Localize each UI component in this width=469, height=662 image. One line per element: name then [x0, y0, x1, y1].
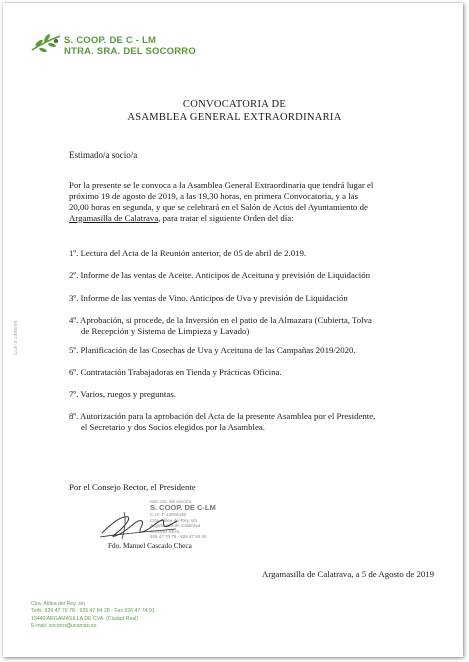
agenda-item-text: 4º. Aprobación, si procede, de la Inversión en el patio de la Almazara (Cubierta, Tolva [69, 315, 372, 325]
greeting: Estimado/a socio/a [69, 150, 138, 160]
signed-by-label: Por el Consejo Rector, el Presidente [69, 482, 196, 492]
agenda-item-continuation: el Secretario y dos Socios elegidos por la Asamblea. [81, 422, 265, 432]
intro-paragraph [69, 180, 414, 224]
agenda-item-text: 5º. Planificación de las Cosechas de Uva y Aceituna de las Campañas 2019/2020. [69, 345, 356, 355]
intro-line-4 [69, 213, 414, 224]
agenda-item [69, 293, 348, 304]
footer-contact [31, 601, 155, 630]
stamp-line: ntra. sra. del socorro [150, 499, 192, 504]
signer-name: Fdo. Manuel Cascado Checa [108, 541, 192, 550]
agenda-item [69, 367, 282, 378]
intro-line-1: Por la presente se le convoca a la Asamblea General Extraordinaria que tendrá lugar el [69, 180, 374, 190]
handwritten-signature [98, 507, 178, 541]
agenda-item [69, 248, 306, 259]
logo-line-1: S. COOP. DE C - LM [64, 35, 157, 46]
intro-line-3: 20,00 horas en segunda, y que se celebrará en el Salón de Actos del Ayuntamiento de [69, 202, 368, 212]
footer-city: 13440 ARGAMASILLA DE CVA. (Ciudad Real) [31, 615, 139, 622]
olive-branch-icon [30, 30, 62, 56]
agenda-item [69, 315, 372, 337]
agenda-item-text: 6º. Contratación Trabajadoras en Tienda y Prácticas Oficina. [69, 367, 282, 377]
footer-address: Ctra. Aldea del Rey, s/n [31, 601, 86, 607]
venue-underlined: Argamasilla de Calatrava [69, 213, 159, 223]
agenda-item-text: 7º. Varios, ruegos y preguntas. [69, 389, 176, 399]
intro-line-2: próximo 19 de agosto de 2019, a las 19,30 horas, en primera Convocatoria, y a las [69, 191, 359, 201]
stamp-line: 926 47 70 78 - 926 47 84 29 [150, 534, 207, 540]
logo-line-2: NTRA. SRA. DEL SOCORRO [64, 46, 196, 57]
stamp-line: Argamasilla de Calatrava [150, 523, 201, 529]
stamp-line: C.I.F. F-13006436 [150, 512, 187, 518]
cooperative-logo-text [64, 35, 196, 57]
footer-phones: Telfs. 926 47 70 78 - 926 47 84 28 - Fax 926 47 74 91 [31, 608, 155, 615]
side-margin-code: CLE-3-1306/06 [13, 320, 18, 355]
footer-email: E-mail: socorro@ucaman.es [31, 622, 97, 629]
agenda-item-text: 3º. Informe de las ventas de Vino. Anticipos de Uva y previsión de Liquidación [69, 293, 348, 303]
agenda-item [69, 389, 176, 400]
title-line-2: ASAMBLEA GENERAL EXTRAORDINARIA [127, 112, 342, 123]
agenda-item [69, 345, 356, 356]
agenda-item-continuation: de Recepción y Sistema de Limpieza y Lavado) [81, 326, 250, 336]
agenda-item-text: 1º. Lectura del Acta de la Reunión anterior, de 05 de abril de 2.019. [69, 248, 307, 258]
stamp-line: Ctra. Aldea del Rey, s/n [150, 517, 197, 523]
place-and-date: Argamasilla de Calatrava, a 5 de Agosto de 2019 [262, 569, 435, 579]
agenda-item [69, 411, 375, 433]
title-line-1: CONVOCATORIA DE [182, 99, 287, 110]
stamp-name: S. COOP. DE C-LM [150, 503, 216, 513]
agenda-item-text: 2º. Informe de las ventas de Aceite. Anticipos de Aceituna y previsión de Liquidación [69, 270, 371, 280]
document-title [0, 98, 469, 124]
intro-line-4-rest: , para tratar el siguiente Orden del día: [158, 213, 294, 223]
stamp-line: CIUDAD REAL [150, 528, 181, 534]
agenda-item-text: 8º. Autorización para la aprobación del Acta de la presente Asamblea por el Presidente, [69, 411, 376, 421]
agenda-item [69, 270, 370, 281]
